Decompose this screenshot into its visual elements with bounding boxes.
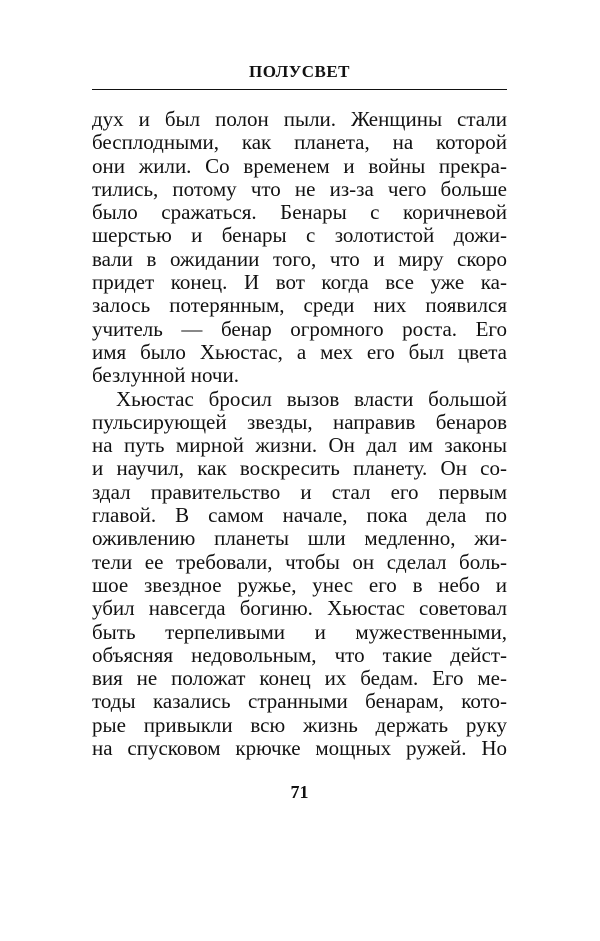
text-line: вия не положат конец их бедам. Его ме- (92, 666, 507, 691)
text-line: было сражаться. Бенары с коричневой (92, 200, 507, 225)
text-line: придет конец. И вот когда все уже ка- (92, 270, 507, 295)
text-line: шерстью и бенары с золотистой дожи- (92, 223, 507, 248)
text-line: имя было Хьюстас, а мех его был цвета (92, 339, 507, 364)
text-line: тоды казались странными бенарам, кото- (92, 689, 507, 714)
page-number: 71 (290, 782, 309, 802)
paragraph (92, 108, 507, 388)
text-line: залось потерянным, среди них появился (92, 293, 507, 318)
text-line: бесплодными, как планета, на которой (92, 130, 507, 155)
text-line: Хьюстас бросил вызов власти большой (116, 386, 507, 411)
text-line: на спусковом крючке мощных ружей. Но (92, 736, 507, 761)
text-line: вали в ожидании того, что и миру скоро (92, 246, 507, 271)
text-line: и научил, как воскресить планету. Он со- (92, 456, 507, 481)
text-line: дух и был полон пыли. Женщины стали (92, 107, 507, 131)
header-rule (92, 89, 507, 90)
text-line: главой. В самом начале, пока дела по (92, 503, 507, 528)
text-line: шое звездное ружье, унес его в небо и (92, 572, 507, 597)
text-line: безлунной ночи. (92, 363, 239, 388)
running-head: ПОЛУСВЕТ (248, 62, 351, 81)
text-line: тели ее требовали, чтобы он сделал боль- (92, 549, 507, 574)
text-line: учитель — бенар огромного роста. Его (92, 316, 507, 341)
text-line: они жили. Со временем и войны прекра- (92, 153, 507, 178)
text-line: тились, потому что не из-за чего больше (92, 176, 507, 201)
paragraph (92, 388, 507, 761)
text-line: рые привыкли всю жизнь держать руку (92, 712, 507, 737)
body-text (92, 108, 507, 760)
text-line: здал правительство и стал его первым (92, 479, 507, 504)
text-line: пульсирующей звезды, направив бенаров (92, 409, 507, 434)
text-line: оживлению планеты шли медленно, жи- (92, 526, 507, 551)
text-line: объясняя недовольным, что такие дейст- (92, 642, 507, 667)
text-line: на путь мирной жизни. Он дал им законы (92, 433, 507, 458)
text-line: быть терпеливыми и мужественными, (92, 619, 507, 644)
text-line: убил навсегда богиню. Хьюстас советовал (92, 596, 507, 621)
